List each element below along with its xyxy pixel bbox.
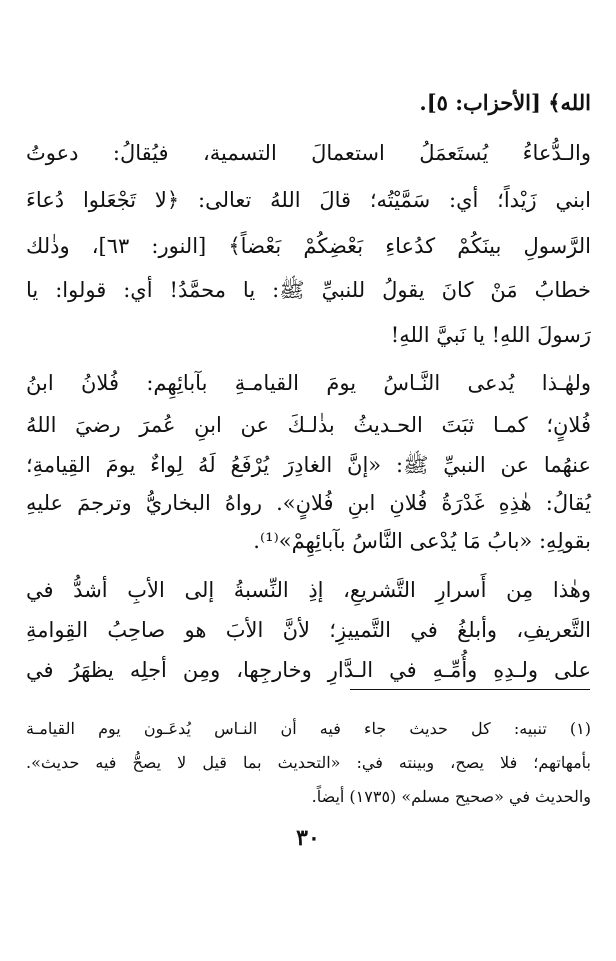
text-line-7: ولهٰـذا يُدعى النَّـاسُ يومَ القيامـةِ بآبائِهِم: فُلانُ ابنُ [26, 371, 591, 395]
page-number: ٣٠ [296, 825, 320, 851]
footnote-separator [350, 689, 590, 690]
text-line-12: وهٰذا مِن أَسرارِ التَّشريعِ، إذِ النِّسبةُ إلى الأبِ أشدُّ في [26, 578, 591, 602]
text-line-1: الله﴾ [الأحزاب: ٥]. [419, 90, 591, 115]
text-line-6: رَسولَ اللهِ! يا نَبيَّ اللهِ! [390, 323, 591, 347]
text-line-3: ابني زَيْداً؛ أي: سَمَّيْتُه؛ قالَ اللهُ تعالى: ﴿لا تَجْعَلوا دُعاءَ [26, 188, 591, 212]
text-line-10: يُقالُ: هٰذِهِ غَدْرَةُ فُلانِ ابنِ فُلانٍ». رواهُ البخاريُّ وترجمَ عليهِ [26, 491, 591, 515]
footnote-line-3: والحديث في «صحيح مسلم» (١٧٣٥) أيضاً. [311, 787, 591, 806]
text-line-2: والـدُّعاءُ يُستَعمَلُ استعمالَ التسمية، فيُقالُ: دعوتُ [26, 141, 591, 165]
text-line-9: عنهُما عن النبيِّ ﷺ: «إنَّ الغادِرَ يُرْفَعُ لَهُ لِواءٌ يومَ القِيامةِ؛ [26, 453, 591, 477]
text-line-13: التَّعريفِ، وأبلغُ في التَّمييزِ؛ لأنَّ الأبَ هو صاحِبُ القِوامةِ [26, 618, 591, 642]
text-line-4: الرَّسولِ بينَكُمْ كدُعاءِ بَعْضِكُمْ بَعْضاً﴾ [النور: ٦٣]، وذٰلك [26, 234, 591, 258]
text-line-11: بقولِهِ: «بابُ مَا يُدْعى النَّاسُ بآبائِهِمْ»⁽¹⁾. [253, 529, 591, 553]
text-line-5: خطابُ مَنْ كانَ يقولُ للنبيِّ ﷺ: يا محمَّدُ! أي: قولوا: يا [26, 278, 591, 302]
text-line-8: فُلانٍ؛ كمـا ثبَتَ الحـديثُ بذٰلـكَ عن ابنِ عُمرَ رضيَ اللهُ [26, 413, 591, 437]
text-line-14: على ولـدِهِ وأُمِّـهِ في الـدَّارِ وخارجِها، ومِن أجلِه يظهَرُ في [26, 658, 591, 682]
footnote-line-1: (١) تنبيه: كل حديث جاء فيه أن النـاس يُدعَـون يوم القيامـة [26, 719, 591, 738]
footnote-line-2: بأمهاتهم؛ فلا يصح، وبينته في: «التحديث بما قيل لا يصحُّ فيه حديث». [26, 753, 591, 772]
